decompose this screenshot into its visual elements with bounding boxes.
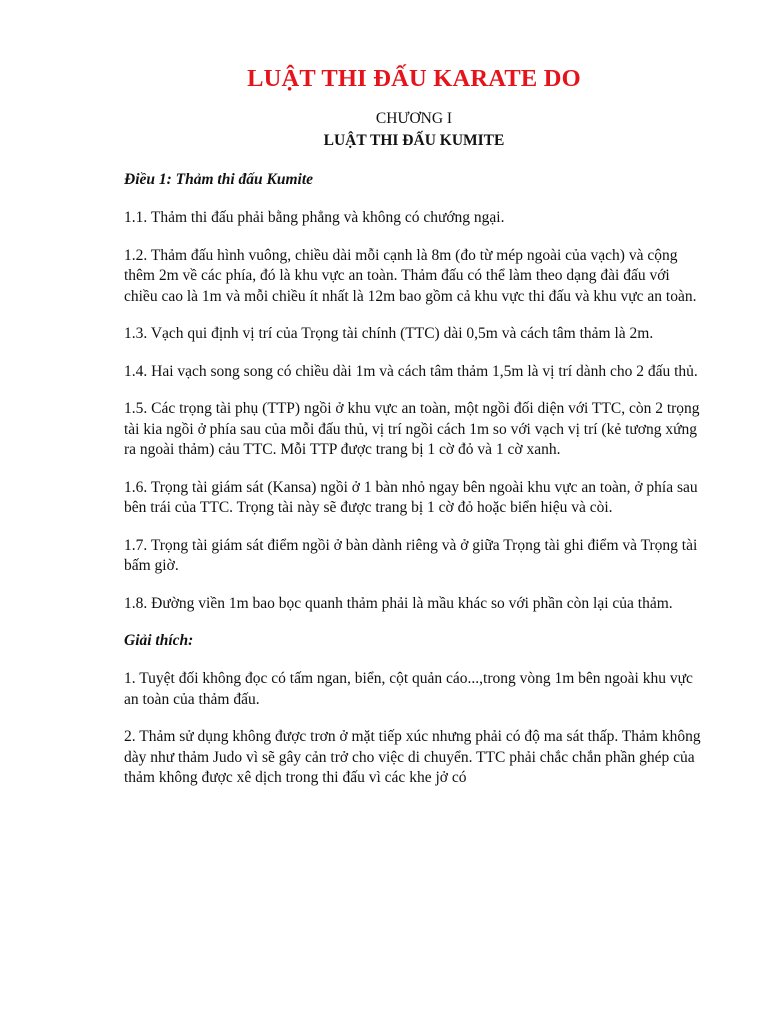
explanation-paragraph-2: 2. Thảm sử dụng không được trơn ở mặt tiếp xúc nhưng phải có độ ma sát thấp. Thảm không dày như thảm Judo vì sẽ gây cản trở cho việc di chuyển. TTC phải chắc chắn phần ghép của thảm không được xê dịch trong thi đấu vì các khe jở có bbox=[124, 728, 701, 786]
paragraph-1-3: 1.3. Vạch qui định vị trí của Trọng tài chính (TTC) dài 0,5m và cách tâm thảm là 2m. bbox=[124, 325, 654, 342]
chapter-label: CHƯƠNG I bbox=[375, 110, 453, 127]
explanation-paragraph-1: 1. Tuyệt đối không đọc có tấm ngan, biển, cột quản cáo...,trong vòng 1m bên ngoài khu vực an toàn của thảm đấu. bbox=[124, 670, 693, 708]
paragraph-1-6: 1.6. Trọng tài giám sát (Kansa) ngồi ở 1 bàn nhỏ ngay bên ngoài khu vực an toàn, ở phía sau bên trái của TTC. Trọng tài này sẽ được trang bị 1 cờ đỏ hoặc biển hiệu và còi. bbox=[124, 478, 698, 516]
paragraph-1-8: 1.8. Đường viền 1m bao bọc quanh thảm phải là mầu khác so với phần còn lại của thảm. bbox=[124, 594, 673, 612]
article-heading: Điều 1: Thảm thi đấu Kumite bbox=[124, 171, 314, 188]
paragraph-1-1: 1.1. Thảm thi đấu phải bằng phẳng và không có chướng ngại. bbox=[124, 209, 505, 226]
chapter-subtitle: LUẬT THI ĐẤU KUMITE bbox=[323, 132, 505, 149]
document-title: LUẬT THI ĐẤU KARATE DO bbox=[247, 65, 581, 92]
paragraph-1-4: 1.4. Hai vạch song song có chiều dài 1m và cách tâm thảm 1,5m là vị trí dành cho 2 đấu thủ. bbox=[124, 362, 698, 380]
paragraph-1-5: 1.5. Các trọng tài phụ (TTP) ngồi ở khu vực an toàn, một ngồi đối diện với TTC, còn 2 trọng tài kia ngồi ở phía sau của mỗi đấu thủ, vị trí ngồi cách 1m so với vạch vị trí (kẻ tương xứng ra ngoài thảm) cảu TTC. Mỗi TTP được trang bị 1 cờ đỏ và 1 cờ xanh. bbox=[124, 400, 700, 458]
paragraph-1-2: 1.2. Thảm đấu hình vuông, chiều dài mỗi cạnh là 8m (đo từ mép ngoài của vạch) và cộng thêm 2m về các phía, đó là khu vực an toàn. Thảm đấu có thể làm theo dạng đài đấu với chiều cao là 1m và mỗi chiều ít nhất là 12m bao gồm cả khu vực thi đấu và khu vực an toàn. bbox=[124, 246, 697, 305]
explanation-heading: Giải thích: bbox=[124, 632, 194, 649]
paragraph-1-7: 1.7. Trọng tài giám sát điểm ngồi ở bàn dành riêng và ở giữa Trọng tài ghi điểm và Trọng tài bấm giờ. bbox=[124, 536, 698, 574]
